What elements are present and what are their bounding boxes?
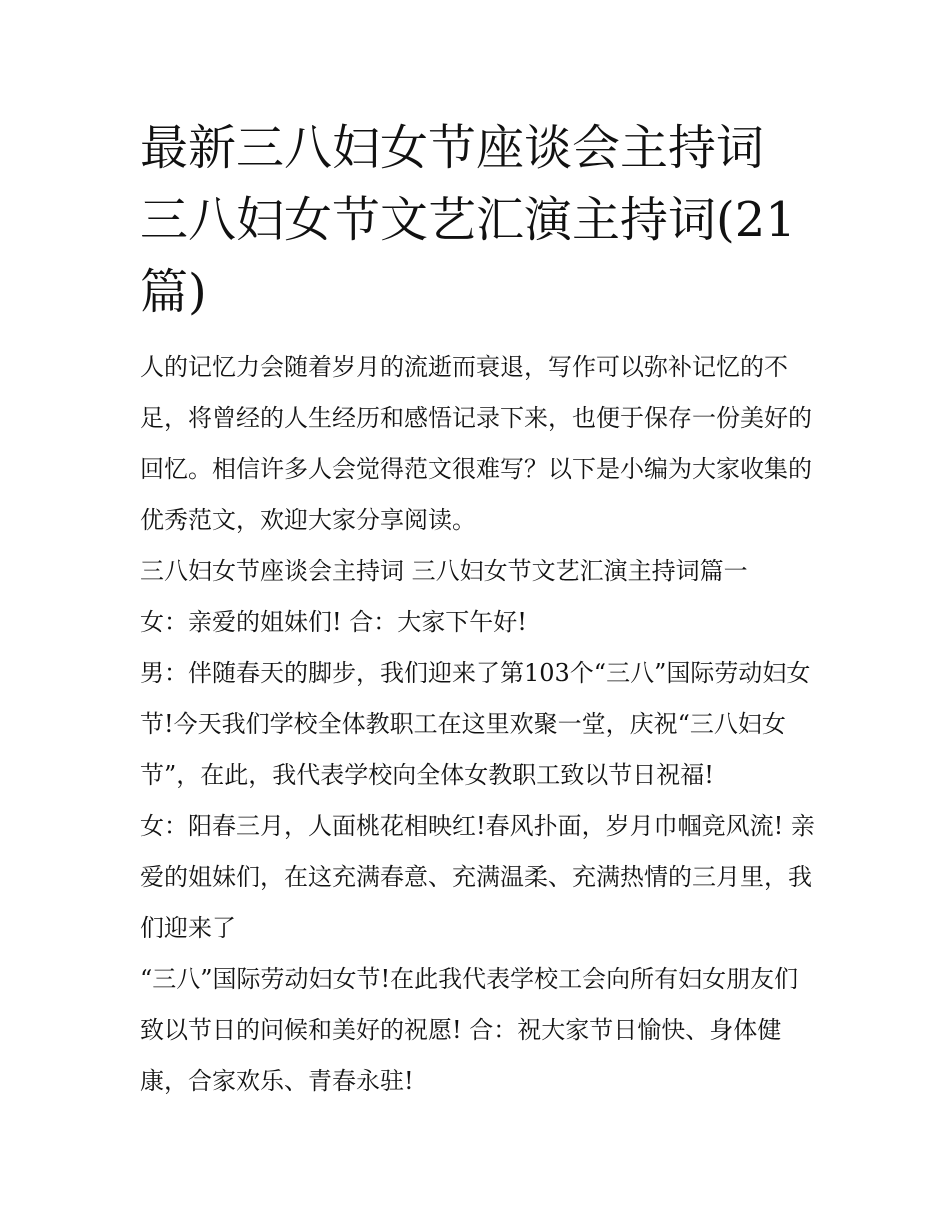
paragraph-intro: 人的记忆力会随着岁月的流逝而衰退，写作可以弥补记忆的不足，将曾经的人生经历和感悟记录下来，也便于保存一份美好的回忆。相信许多人会觉得范文很难写？以下是小编为大家收集的优秀范文，欢迎大家分享阅读。 (140, 353, 812, 534)
paragraph-dialogue: “三八”国际劳动妇女节!在此我代表学校工会向所有妇女朋友们致以节日的问候和美好的祝愿! 合：祝大家节日愉快、身体健康，合家欢乐、青春永驻! (140, 965, 799, 1095)
document-page (140, 112, 820, 1107)
paragraph-dialogue: 女：亲爱的姐妹们! 合：大家下午好! (140, 608, 527, 636)
paragraph-dialogue: 女：阳春三月，人面桃花相映红!春风扑面，岁月巾帼竞风流! 亲爱的姐妹们，在这充满春意、充满温柔、充满热情的三月里，我们迎来了 (140, 812, 815, 942)
document-body (140, 342, 820, 1107)
paragraph-dialogue: 男：伴随春天的脚步，我们迎来了第103个“三八”国际劳动妇女节!今天我们学校全体教职工在这里欢聚一堂，庆祝“三八妇女节”，在此，我代表学校向全体女教职工致以节日祝福! (140, 659, 811, 789)
document-title: 最新三八妇女节座谈会主持词 三八妇女节文艺汇演主持词(21篇) (140, 120, 796, 320)
paragraph-section-heading: 三八妇女节座谈会主持词 三八妇女节文艺汇演主持词篇一 (140, 557, 748, 585)
